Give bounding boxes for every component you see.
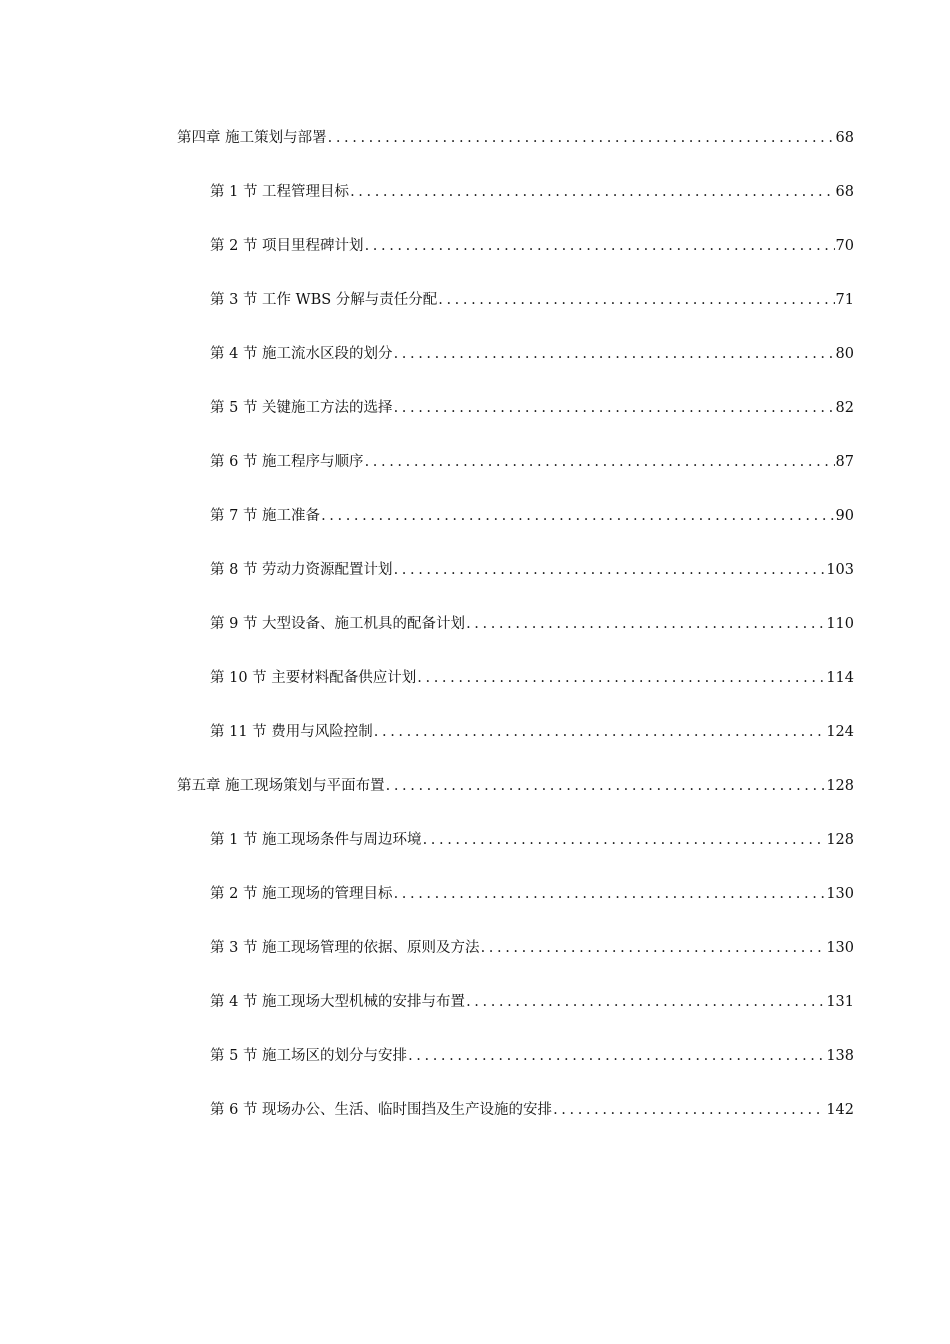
- toc-entry-title: 第五章 施工现场策划与平面布置: [177, 778, 385, 794]
- dot-leader: [417, 668, 825, 688]
- toc-entry-title: 第 1 节 工程管理目标: [210, 184, 350, 200]
- dot-leader: [365, 452, 835, 472]
- dot-leader: [466, 992, 825, 1012]
- toc-chapter-4[interactable]: [177, 128, 854, 148]
- dot-leader: [386, 776, 826, 796]
- toc-section-5-2[interactable]: [210, 884, 854, 904]
- toc-page-number: 138: [826, 1048, 854, 1064]
- toc-section-4-10[interactable]: [210, 668, 854, 688]
- toc-entry-title: 第 6 节 现场办公、生活、临时围挡及生产设施的安排: [210, 1102, 553, 1118]
- toc-page-number: 110: [826, 616, 854, 632]
- toc-section-4-11[interactable]: [210, 722, 854, 742]
- toc-section-5-1[interactable]: [210, 830, 854, 850]
- toc-entry-title: 第 2 节 施工现场的管理目标: [210, 886, 393, 902]
- toc-entry-title: 第 2 节 项目里程碑计划: [210, 238, 364, 254]
- toc-entry-title: 第四章 施工策划与部署: [177, 130, 327, 146]
- toc-page-number: 130: [826, 886, 854, 902]
- toc-entry-title: 第 7 节 施工准备: [210, 508, 321, 524]
- dot-leader: [374, 722, 826, 742]
- dot-leader: [438, 290, 834, 310]
- toc-entry-title: 第 4 节 施工流水区段的划分: [210, 346, 393, 362]
- toc-section-4-7[interactable]: [210, 506, 854, 526]
- toc-page-number: 68: [835, 130, 854, 146]
- toc-page-number: 124: [826, 724, 854, 740]
- toc-entry-title: 第 10 节 主要材料配备供应计划: [210, 670, 417, 686]
- toc-section-5-6[interactable]: [210, 1100, 854, 1120]
- toc-section-4-6[interactable]: [210, 452, 854, 472]
- toc-section-4-3[interactable]: [210, 290, 854, 310]
- dot-leader: [481, 938, 826, 958]
- toc-page-number: 130: [826, 940, 854, 956]
- toc-chapter-5[interactable]: [177, 776, 854, 796]
- toc-section-5-3[interactable]: [210, 938, 854, 958]
- toc-page-number: 114: [826, 670, 854, 686]
- dot-leader: [466, 614, 825, 634]
- toc-section-4-9[interactable]: [210, 614, 854, 634]
- toc-entry-title: 第 3 节 工作 WBS 分解与责任分配: [210, 292, 438, 308]
- toc-entry-title: 第 5 节 施工场区的划分与安排: [210, 1048, 408, 1064]
- dot-leader: [328, 128, 835, 148]
- toc-section-5-5[interactable]: [210, 1046, 854, 1066]
- dot-leader: [423, 830, 826, 850]
- toc-page-number: 68: [835, 184, 854, 200]
- toc-section-4-2[interactable]: [210, 236, 854, 256]
- toc-entry-title: 第 11 节 费用与风险控制: [210, 724, 373, 740]
- dot-leader: [394, 884, 826, 904]
- dot-leader: [350, 182, 834, 202]
- dot-leader: [394, 560, 826, 580]
- toc-section-4-4[interactable]: [210, 344, 854, 364]
- toc-page-number: 70: [835, 238, 854, 254]
- toc-section-4-1[interactable]: [210, 182, 854, 202]
- toc-page-number: 128: [826, 832, 854, 848]
- toc-page-number: 80: [835, 346, 854, 362]
- toc-entry-title: 第 3 节 施工现场管理的依据、原则及方法: [210, 940, 480, 956]
- toc-page-number: 103: [826, 562, 854, 578]
- toc-entry-title: 第 8 节 劳动力资源配置计划: [210, 562, 393, 578]
- toc-page-number: 71: [835, 292, 854, 308]
- toc-entry-title: 第 9 节 大型设备、施工机具的配备计划: [210, 616, 466, 632]
- toc-entry-title: 第 5 节 关键施工方法的选择: [210, 400, 393, 416]
- toc-page-number: 82: [835, 400, 854, 416]
- dot-leader: [321, 506, 834, 526]
- toc-page-number: 128: [826, 778, 854, 794]
- dot-leader: [553, 1100, 825, 1120]
- dot-leader: [408, 1046, 825, 1066]
- toc-entry-title: 第 6 节 施工程序与顺序: [210, 454, 364, 470]
- toc-section-4-5[interactable]: [210, 398, 854, 418]
- dot-leader: [394, 398, 835, 418]
- toc-page-number: 142: [826, 1102, 854, 1118]
- toc-entry-title: 第 4 节 施工现场大型机械的安排与布置: [210, 994, 466, 1010]
- dot-leader: [394, 344, 835, 364]
- toc-section-4-8[interactable]: [210, 560, 854, 580]
- toc-page-number: 131: [826, 994, 854, 1010]
- toc-entry-title: 第 1 节 施工现场条件与周边环境: [210, 832, 422, 848]
- toc-section-5-4[interactable]: [210, 992, 854, 1012]
- dot-leader: [365, 236, 835, 256]
- toc-page-number: 87: [835, 454, 854, 470]
- toc-page-number: 90: [835, 508, 854, 524]
